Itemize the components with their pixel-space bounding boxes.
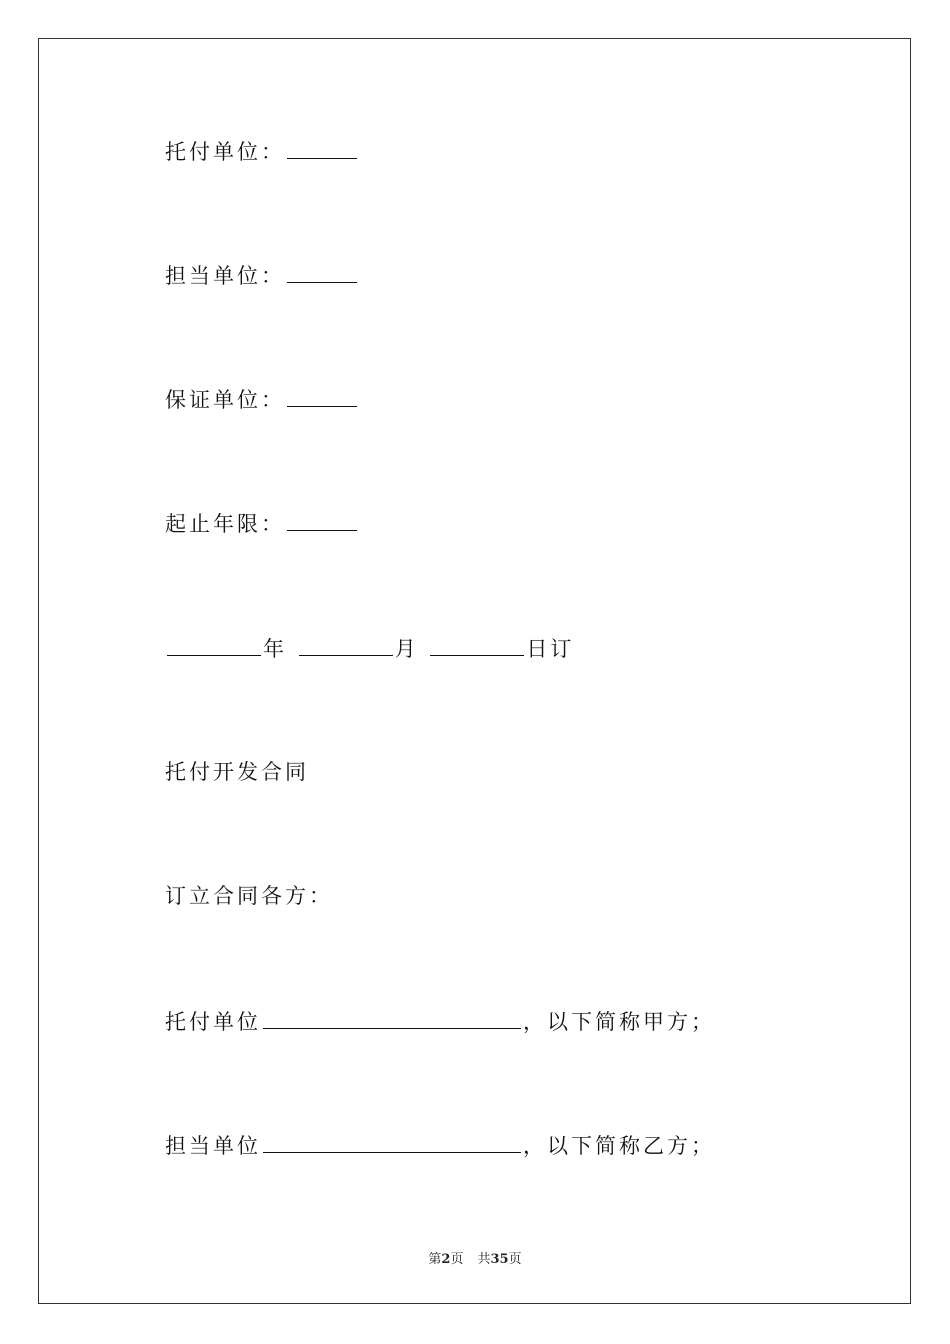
field-label: 托付单位： <box>165 140 285 164</box>
page-footer <box>0 1248 950 1267</box>
field-label: 起止年限： <box>165 512 285 536</box>
date-line <box>165 633 574 664</box>
field-label: 保证单位： <box>165 388 285 412</box>
day-blank <box>430 633 524 656</box>
field-guarantee-unit <box>165 384 359 415</box>
party-a-line <box>165 1006 715 1037</box>
month-blank <box>299 633 393 656</box>
party-a-blank <box>263 1006 521 1029</box>
party-b-suffix: ，以下简称乙方； <box>523 1134 715 1158</box>
party-b-label: 担当单位 <box>165 1134 261 1158</box>
parties-heading: 订立合同各方： <box>165 884 333 908</box>
party-b-blank <box>263 1130 521 1153</box>
contract-title: 托付开发合同 <box>165 760 309 784</box>
field-label: 担当单位： <box>165 264 285 288</box>
page-number: 2 <box>441 1252 451 1267</box>
year-blank <box>167 633 261 656</box>
footer-prefix: 第 <box>428 1252 442 1267</box>
fill-blank <box>287 136 357 159</box>
fill-blank <box>287 260 357 283</box>
party-a-label: 托付单位 <box>165 1010 261 1034</box>
year-label: 年 <box>263 637 287 661</box>
fill-blank <box>287 508 357 531</box>
field-entrusting-unit <box>165 136 359 167</box>
field-term <box>165 508 359 539</box>
party-b-line <box>165 1130 715 1161</box>
day-sign-label: 日订 <box>526 637 575 661</box>
month-label: 月 <box>394 637 419 661</box>
footer-page-suffix: 页 <box>450 1252 464 1267</box>
field-undertaking-unit <box>165 260 359 291</box>
footer-total-prefix: 共 <box>477 1252 491 1267</box>
fill-blank <box>287 384 357 407</box>
footer-total-suffix: 页 <box>508 1252 522 1267</box>
party-a-suffix: ，以下简称甲方； <box>523 1010 715 1034</box>
total-pages: 35 <box>490 1252 509 1267</box>
page-frame <box>38 38 911 1304</box>
